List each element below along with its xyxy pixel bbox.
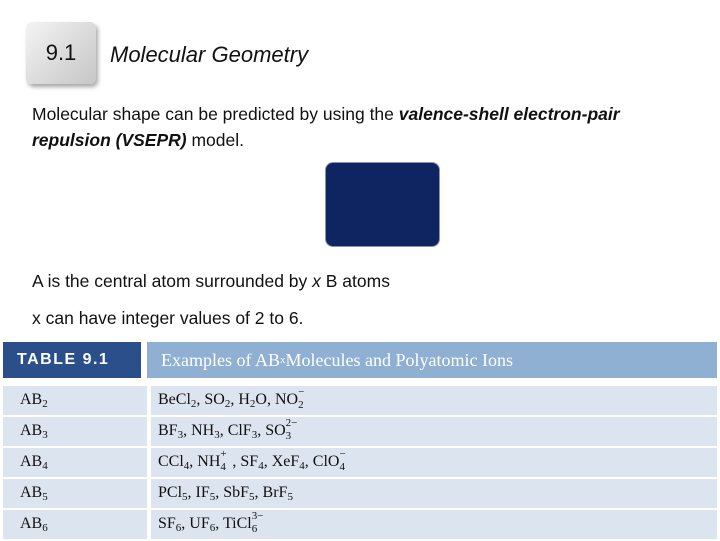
intro-text-after: model. — [186, 130, 244, 150]
intro-text-before: Molecular shape can be predicted by using the — [32, 104, 399, 124]
table-row — [3, 417, 717, 446]
table-row — [3, 510, 717, 539]
line1-variable: x — [312, 271, 321, 291]
table-header — [3, 342, 717, 378]
caption-subscript: x — [280, 354, 286, 366]
table-body — [3, 386, 717, 541]
slide-title: Molecular Geometry — [110, 42, 309, 67]
formula-cell: $AB_5$ — [20, 484, 48, 503]
caption-text-before: Examples of AB — [161, 349, 280, 370]
table-caption — [147, 342, 717, 378]
formula-cell: $AB_2$ — [20, 391, 48, 410]
caption-text-after: Molecules and Polyatomic Ions — [285, 349, 513, 370]
examples-cell: $BF_3$, $NH_3$, ClF$_3$, SO 2− 3 — [158, 417, 298, 442]
line1-text-before: A is the central atom surrounded by — [32, 271, 313, 291]
vsepr-term: valence-shell electron-pair repulsion (VSEPR) — [32, 104, 620, 150]
table-row — [3, 386, 717, 415]
table-row — [3, 448, 717, 477]
section-number-badge — [26, 22, 96, 84]
line1-text-after: B atoms — [320, 271, 390, 291]
examples-cell: CCl$_4$, NH + 4 , $SF_4$, XeF$_4$, ClO − 4 — [158, 448, 346, 473]
examples-cell: PCl$_5$, $IF_5$, SbF$_5$, BrF$_5$ — [158, 484, 293, 503]
examples-cell: $SF_6$, $UF_6$, TiCl 3− 6 — [158, 510, 264, 535]
examples-cell: BeCl$_2$, $SO_2$, $H_2O$, NO − 2 — [158, 386, 305, 411]
formula-cell: $AB_3$ — [20, 422, 48, 441]
central-atom-line — [32, 271, 390, 292]
image-placeholder-box — [325, 162, 440, 247]
formula-cell: $AB_6$ — [20, 515, 48, 534]
table-label: TABLE 9.1 — [3, 342, 141, 378]
table-row — [3, 479, 717, 508]
intro-paragraph — [32, 101, 692, 153]
section-number: 9.1 — [45, 40, 77, 65]
integer-values-line: x can have integer values of 2 to 6. — [32, 308, 304, 328]
formula-cell: $AB_4$ — [20, 453, 48, 472]
